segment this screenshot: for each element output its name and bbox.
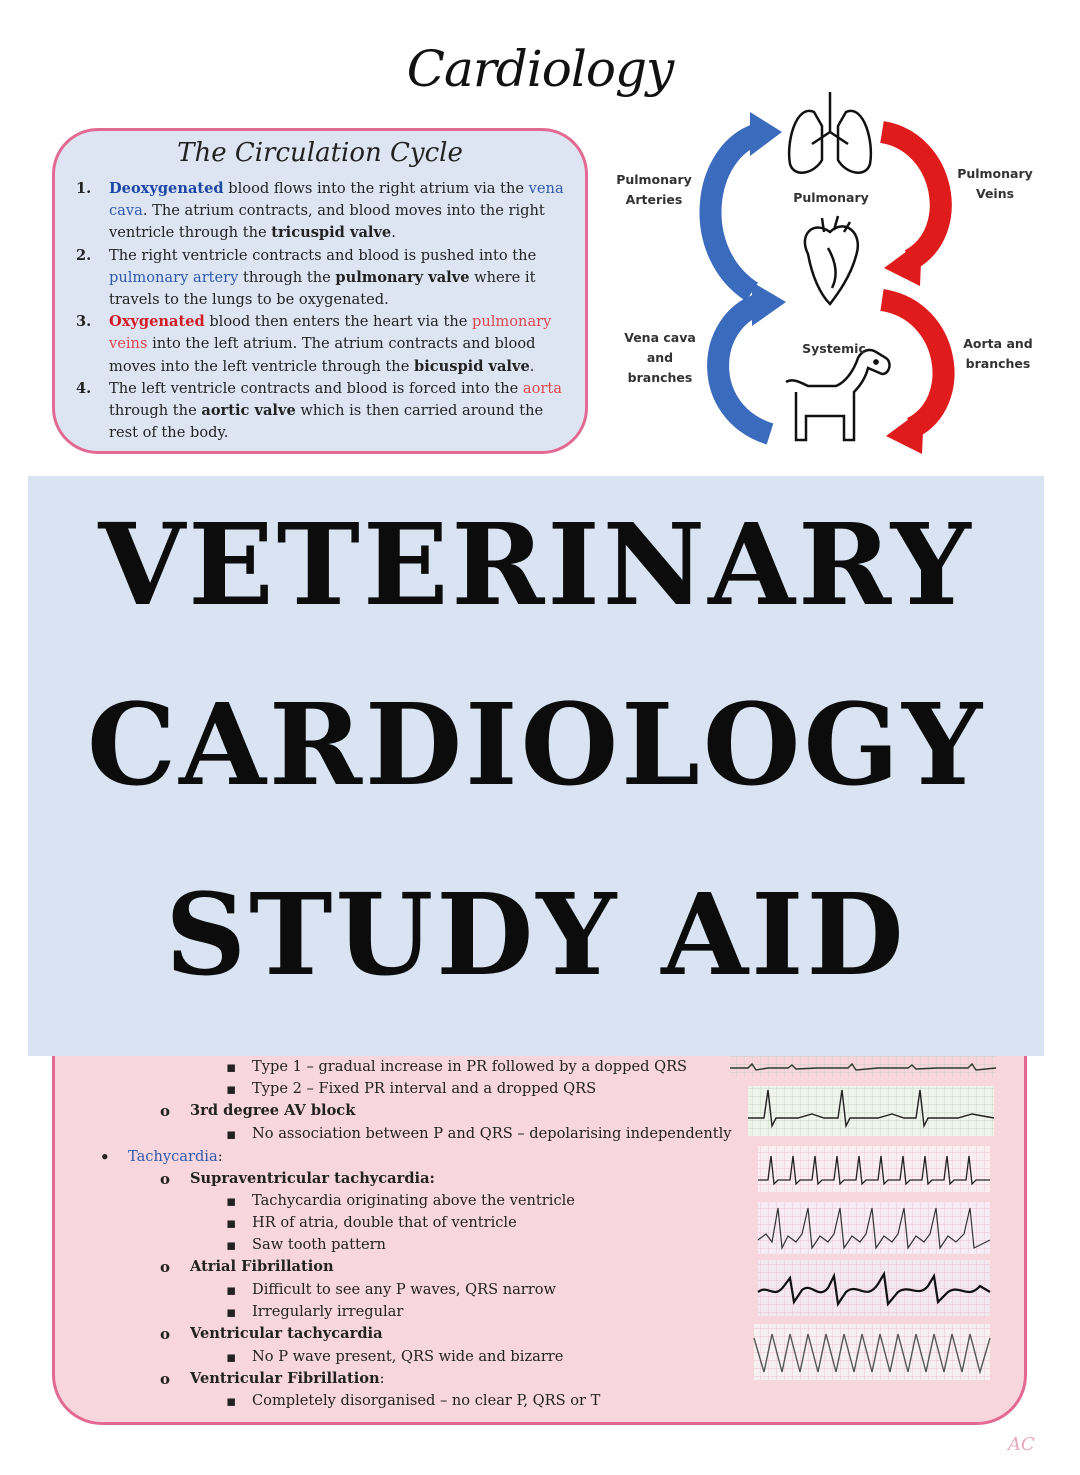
bullet-circle: o (160, 1102, 171, 1120)
blue-arrow-upper (710, 112, 782, 292)
step-text: . (529, 357, 535, 375)
colon: : (217, 1148, 223, 1165)
bullet-square: ▪ (226, 1214, 237, 1232)
step-term: bicuspid valve (414, 357, 530, 375)
bullet-circle: o (160, 1370, 171, 1388)
ecg-strip-atrial-fibrillation (758, 1260, 990, 1316)
step-text: . (391, 224, 396, 242)
ecg-strips-svg (728, 1056, 1000, 1386)
circulation-diagram (600, 82, 1070, 460)
bullet-square: ▪ (226, 1125, 237, 1143)
bullet-square: ▪ (226, 1303, 237, 1321)
step-term: aorta (522, 379, 562, 397)
bullet-square: ▪ (226, 1192, 237, 1210)
step-term: vena cava (109, 180, 564, 220)
label-line: Aorta and (963, 336, 1033, 351)
list-item: Supraventricular tachycardia: (190, 1170, 435, 1187)
list-item: No P wave present, QRS wide and bizarre (252, 1348, 564, 1365)
circulation-steps (76, 178, 568, 444)
label-line: Vena cava (624, 330, 696, 345)
signature: AC (1008, 1434, 1035, 1455)
label-aorta (956, 334, 1040, 374)
label-systemic: Systemic (802, 341, 866, 356)
bullet-disc: • (100, 1148, 110, 1166)
circulation-title: The Circulation Cycle (177, 138, 463, 168)
list-item: Saw tooth pattern (252, 1236, 386, 1253)
banner-line-3: STUDY AID (165, 870, 907, 1001)
step-text: The left ventricle contracts and blood is forced into the (109, 379, 523, 397)
list-item: No association between P and QRS – depolarising independently (252, 1125, 732, 1142)
bullet-circle: o (160, 1325, 171, 1343)
page-title: Cardiology (406, 40, 674, 98)
ecg-strip-third-degree (748, 1086, 994, 1136)
lungs-icon (789, 92, 871, 173)
label-pulmonary-veins (950, 164, 1040, 204)
ecg-strip-second-degree (730, 1056, 996, 1078)
step-text: The right ventricle contracts and blood is pushed into the (109, 246, 537, 264)
label-line: and (646, 350, 674, 365)
blue-arrow-lower (718, 282, 786, 434)
bullet-square: ▪ (226, 1236, 237, 1254)
tachycardia-term: Tachycardia (128, 1148, 218, 1165)
label-line: Pulmonary (957, 166, 1033, 181)
label-line: Arteries (625, 192, 683, 207)
circulation-step (76, 311, 568, 378)
label-line: branches (627, 370, 693, 385)
banner-line-2: CARDIOLOGY (86, 680, 986, 811)
step-number: 3. (76, 313, 92, 331)
step-term: Oxygenated (109, 313, 205, 331)
list-item: HR of atria, double that of ventricle (252, 1214, 517, 1231)
list-item: Type 1 – gradual increase in PR followed by a dopped QRS (252, 1058, 688, 1075)
list-item: Difficult to see any P waves, QRS narrow (252, 1281, 557, 1298)
list-item: Completely disorganised – no clear P, QRS or T (252, 1392, 601, 1409)
vf-term: Ventricular Fibrillation (190, 1370, 380, 1387)
bullet-circle: o (160, 1258, 171, 1276)
label-pulmonary-arteries (608, 170, 700, 210)
bullet-square: ▪ (226, 1080, 237, 1098)
step-term: pulmonary artery (109, 268, 239, 286)
ecg-strip-svt (758, 1146, 990, 1192)
list-item: Ventricular tachycardia (190, 1325, 383, 1342)
label-line: Pulmonary (616, 172, 692, 187)
step-number: 2. (76, 246, 92, 264)
step-text: through the (109, 402, 202, 420)
list-item: Type 2 – Fixed PR interval and a dropped QRS (252, 1080, 597, 1097)
step-term: pulmonary valve (335, 268, 470, 286)
list-item: 3rd degree AV block (190, 1102, 356, 1119)
colon: : (379, 1370, 385, 1387)
step-term: aortic valve (201, 402, 296, 420)
circulation-step (76, 245, 568, 312)
ecg-strips (728, 1056, 1000, 1386)
list-item: Atrial Fibrillation (190, 1258, 334, 1275)
step-text: into the left atrium. The atrium contracts and blood moves into the left ventricle through the (109, 335, 536, 375)
list-item (128, 1148, 223, 1165)
red-arrow-lower (882, 300, 944, 454)
banner-line-1: VETERINARY (98, 500, 974, 631)
step-number: 1. (76, 180, 92, 197)
circulation-diagram-svg (600, 82, 1070, 460)
circulation-step (76, 378, 568, 445)
step-term: pulmonary veins (109, 313, 552, 353)
step-text: which is then carried around the rest of the body. (109, 402, 544, 442)
label-line: Veins (975, 186, 1015, 201)
label-vena-cava (618, 328, 702, 388)
step-text: where it travels to the lungs to be oxygenated. (109, 268, 536, 309)
step-text: blood then enters the heart via the (204, 313, 473, 331)
label-line: branches (965, 356, 1031, 371)
list-item (190, 1370, 385, 1387)
ecg-strip-ventricular-tachycardia (754, 1324, 990, 1380)
bullet-square: ▪ (226, 1392, 237, 1410)
bullet-circle: o (160, 1170, 171, 1188)
list-item: Irregularly irregular (252, 1303, 404, 1320)
step-term: Deoxygenated (109, 180, 224, 197)
label-pulmonary: Pulmonary (793, 190, 869, 205)
bullet-square: ▪ (226, 1281, 237, 1299)
dog-icon (786, 350, 889, 440)
red-arrow-upper (882, 132, 941, 286)
bullet-square: ▪ (226, 1348, 237, 1366)
heart-icon (805, 216, 858, 304)
step-text: blood flows into the right atrium via the (223, 180, 529, 197)
bullet-square: ▪ (226, 1058, 237, 1076)
step-number: 4. (76, 379, 92, 397)
step-text: . The atrium contracts, and blood moves into the right ventricle through the (109, 202, 545, 242)
circulation-step (76, 178, 568, 245)
step-term: tricuspid valve (271, 224, 392, 242)
list-item: Tachycardia originating above the ventricle (252, 1192, 575, 1209)
ecg-strip-sawtooth (758, 1202, 990, 1254)
step-text: through the (238, 268, 336, 286)
